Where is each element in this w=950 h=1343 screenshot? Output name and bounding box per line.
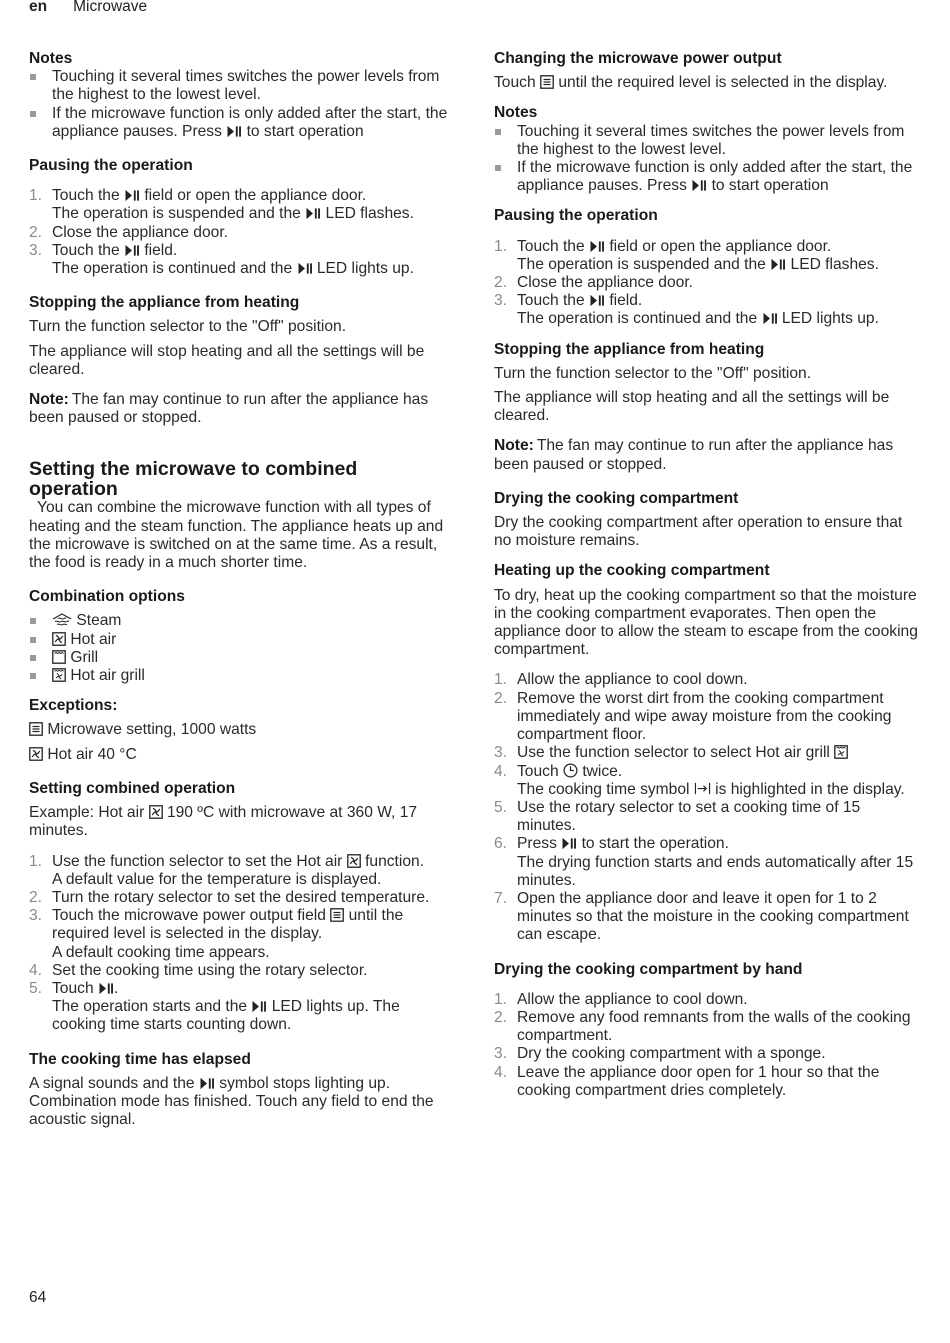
list-item: 6. Press to start the operation. The drying function starts and ends automatically after 15 minutes. xyxy=(494,835,914,889)
heating-text: To dry, heat up the cooking compartment so that the moisture in the cooking compartment evaporates. Then open the appliance door to allow the steam to escape from the cooking compartment. xyxy=(494,586,918,659)
list-item: 7. Open the appliance door and leave it open for 1 to 2 minutes so that the moisture in the cooking compartment can escape. xyxy=(494,889,909,944)
drying-heading: Drying the cooking compartment xyxy=(494,489,739,507)
exception-line: Microwave setting, 1000 watts xyxy=(29,721,451,739)
play-pause-icon xyxy=(770,258,786,271)
hot-air-icon xyxy=(347,854,361,868)
page-number: 64 xyxy=(29,1289,47,1306)
pausing-heading: Pausing the operation xyxy=(494,207,658,225)
elapsed-text: A signal sounds and the symbol stops lighting up. Combination mode has finished. Touch any field to end the acoustic signal. xyxy=(29,1074,434,1129)
note-paragraph: Note: The fan may continue to run after the appliance has been paused or stopped. xyxy=(29,391,429,427)
play-pause-icon xyxy=(589,294,605,307)
left-column xyxy=(29,50,451,1129)
exceptions-heading: Exceptions: xyxy=(29,697,118,715)
exception-line: Hot air 40 °C xyxy=(29,746,451,764)
list-item: 3. Dry the cooking compartment with a sponge. xyxy=(494,1045,826,1063)
list-item: If the microwave function is only added after the start, the appliance pauses. Press to start operation xyxy=(494,159,919,195)
hot-air-icon xyxy=(29,747,43,761)
play-pause-icon xyxy=(762,312,778,325)
section-name: Microwave xyxy=(73,0,148,15)
pausing-steps xyxy=(494,238,919,329)
list-item: Touching it several times switches the power levels from the highest to the lowest level. xyxy=(494,123,919,159)
drying-text: Dry the cooking compartment after operation to ensure that no moisture remains. xyxy=(494,514,903,550)
play-pause-icon xyxy=(691,179,707,192)
microwave-icon xyxy=(29,722,43,736)
heating-heading: Heating up the cooking compartment xyxy=(494,562,770,580)
list-item: 3. Touch the field. The operation is continued and the LED lights up. xyxy=(494,292,879,328)
list-item: Grill xyxy=(29,649,451,667)
list-item: 5. Use the rotary selector to set a cooking time of 15 minutes. xyxy=(494,798,861,835)
hand-drying-steps xyxy=(494,991,919,1100)
page-header xyxy=(29,0,147,16)
list-item: 5. Touch . The operation starts and the LED lights up. The cooking time starts counting down. xyxy=(29,979,400,1034)
stopping-heading: Stopping the appliance from heating xyxy=(29,294,300,312)
pausing-steps xyxy=(29,187,451,278)
play-pause-icon xyxy=(226,125,242,138)
right-column xyxy=(494,50,919,1100)
options-heading: Combination options xyxy=(29,588,185,606)
notes-heading: Notes xyxy=(29,50,73,67)
stopping-text: Turn the function selector to the "Off" position. xyxy=(29,318,347,336)
list-item: 2. Close the appliance door. xyxy=(494,274,693,292)
play-pause-icon xyxy=(251,1000,267,1013)
list-item: 3. Touch the field. The operation is continued and the LED lights up. xyxy=(29,241,414,278)
example-text: Example: Hot air 190 ºC with microwave at 360 W, 17 minutes. xyxy=(29,804,418,840)
stopping-text: The appliance will stop heating and all the settings will be cleared. xyxy=(494,389,890,425)
note-paragraph: Note: The fan may continue to run after the appliance has been paused or stopped. xyxy=(494,437,894,473)
play-pause-icon xyxy=(589,240,605,253)
stopping-text: The appliance will stop heating and all the settings will be cleared. xyxy=(29,342,425,378)
list-item: 2. Close the appliance door. xyxy=(29,223,228,241)
play-pause-icon xyxy=(98,982,114,995)
list-item: 4. Leave the appliance door open for 1 hour so that the cooking compartment dries completely. xyxy=(494,1063,880,1099)
notes-list xyxy=(29,68,451,141)
cooking-time-icon xyxy=(694,781,711,796)
list-item: Hot air xyxy=(29,631,451,649)
language-code: en xyxy=(29,0,48,15)
play-pause-icon xyxy=(297,262,313,275)
list-item: 1. Allow the appliance to cool down. xyxy=(494,671,748,689)
play-pause-icon xyxy=(124,244,140,257)
heating-steps xyxy=(494,671,919,944)
play-pause-icon xyxy=(124,189,140,202)
list-item: Hot air grill xyxy=(29,667,451,685)
notes-list xyxy=(494,123,919,196)
hot-air-icon xyxy=(52,632,66,646)
options-list xyxy=(29,612,451,685)
list-item: 1. Touch the field or open the appliance door. The operation is suspended and the LED flashes. xyxy=(29,187,414,223)
power-text: Touch until the required level is selected in the display. xyxy=(494,74,888,92)
hot-air-grill-icon xyxy=(52,668,66,682)
setting-heading: Setting combined operation xyxy=(29,779,236,797)
power-heading: Changing the microwave power output xyxy=(494,50,782,67)
steam-icon xyxy=(52,613,72,627)
list-item: 1. Allow the appliance to cool down. xyxy=(494,990,748,1008)
hand-drying-heading: Drying the cooking compartment by hand xyxy=(494,960,803,978)
list-item: 2. Turn the rotary selector to set the desired temperature. xyxy=(29,888,430,906)
list-item: 4. Touch twice. The cooking time symbol is highlighted in the display. xyxy=(494,762,905,798)
timer-icon xyxy=(563,763,578,778)
list-item: Touching it several times switches the power levels from the highest to the lowest level. xyxy=(29,68,451,104)
stopping-text: Turn the function selector to the "Off" position. xyxy=(494,364,812,382)
combined-heading: Setting the microwave to combined operation xyxy=(29,458,358,501)
pausing-heading: Pausing the operation xyxy=(29,157,193,175)
list-item: 4. Set the cooking time using the rotary selector. xyxy=(29,961,368,979)
play-pause-icon xyxy=(561,837,577,850)
notes-heading: Notes xyxy=(494,104,538,122)
combined-intro: You can combine the microwave function with all types of heating and the steam function. The appliance heats up and the microwave is switched on at the same time. As a result, the food is ready in a much shorter time. xyxy=(29,499,444,572)
list-item: 2. Remove any food remnants from the walls of the cooking compartment. xyxy=(494,1008,911,1045)
list-item: Steam xyxy=(29,612,451,630)
hot-air-grill-icon xyxy=(834,745,848,759)
play-pause-icon xyxy=(199,1077,215,1090)
list-item: 2. Remove the worst dirt from the cooking compartment immediately and wipe away moisture from the cooking compartment floor. xyxy=(494,689,892,744)
list-item: 1. Use the function selector to set the Hot air function. A default value for the temperature is displayed. xyxy=(29,852,425,888)
play-pause-icon xyxy=(305,207,321,220)
stopping-heading: Stopping the appliance from heating xyxy=(494,340,765,358)
elapsed-heading: The cooking time has elapsed xyxy=(29,1050,251,1068)
list-item: 1. Touch the field or open the appliance door. The operation is suspended and the LED flashes. xyxy=(494,237,879,273)
microwave-icon xyxy=(540,75,554,89)
list-item: 3. Use the function selector to select Hot air grill xyxy=(494,744,919,762)
hot-air-icon xyxy=(149,805,163,819)
list-item: 3. Touch the microwave power output field until the required level is selected in the display. A default cooking time appears. xyxy=(29,907,404,961)
setting-steps xyxy=(29,853,451,1035)
list-item: If the microwave function is only added after the start, the appliance pauses. Press to start operation xyxy=(29,105,451,141)
microwave-icon xyxy=(330,908,344,922)
grill-icon xyxy=(52,650,66,664)
